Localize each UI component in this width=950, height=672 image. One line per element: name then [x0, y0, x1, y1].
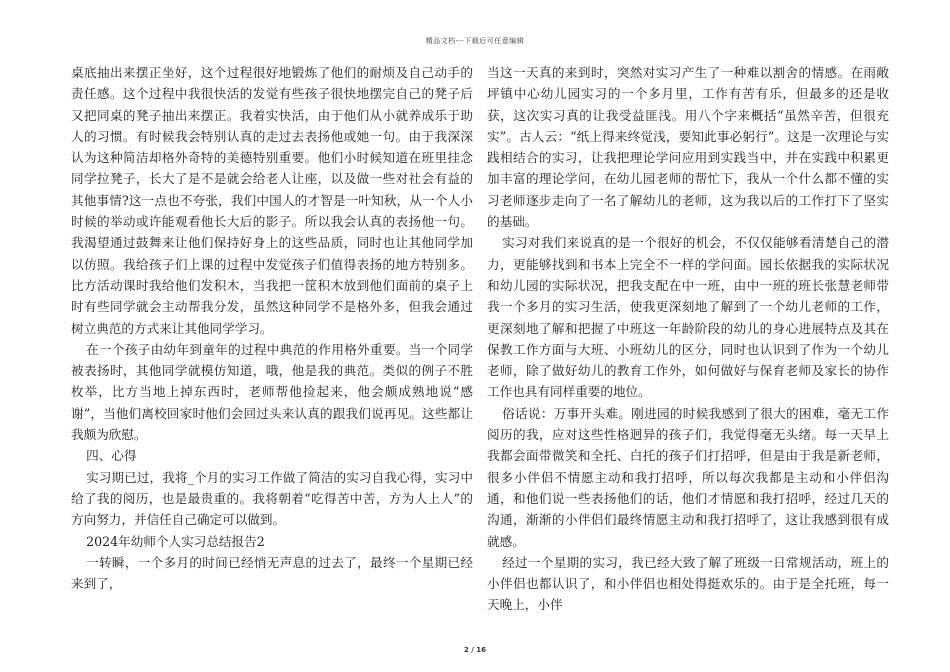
paragraph-continued: 当这一天真的来到时，突然对实习产生了一种难以割舍的情感。在雨敞坪镇中心幼儿园实习的一个多月里，工作有苦有乐，但最多的还是收获，这次实习真的让我受益匪浅。用八个字来概括“虽然辛苦，但很充实”。古人云：“纸上得来终觉浅，要知此事必躬行”。这是一次理论与实践相结合的实习，让我把理论学问应用到实践当中，并在实践中积累更加丰富的理论学问，在幼儿园老师的帮忙下，我从一个什么都不懂的实习老师逐步走向了一名了解幼儿的老师，这为我以后的工作打下了坚实的基础。 — [487, 65, 889, 230]
paragraph: 俗话说：万事开头难。刚进园的时候我感到了很大的困难，毫无工作阅历的我，应对这些性格迥异的孩子们，我觉得毫无头绪。每一天早上我都会面带微笑和全托、白托的孩子们打招呼，但是由于我是新老师，很多小伴侣不情愿主动和我打招呼，所以每次我都是主动和小伴侣沟通，和他们说一些表扬他们的话，他们才情愿和我打招呼，经过几天的沟通，渐渐的小伴侣们最终情愿主动和我打招呼了，这让我感到很有成就感。 — [487, 405, 889, 549]
paragraph: 在一个孩子由幼年到童年的过程中典范的作用格外重要。当一个同学被表扬时，其他同学就模仿知道，哦，他是我的典范。类似的例子不胜枚举，比方当地上掉东西时，老师帮他捡起来，他会颇成熟地说“感谢”，当他们离校回家时他们会回过头来认真的跟我们说再见。这些都让我颇为欣慰。 — [71, 341, 473, 443]
paragraph-continued: 桌底抽出来摆正坐好，这个过程很好地锻炼了他们的耐烦及自己动手的责任感。这个过程中我很快活的发觉有些孩子很快地摆完自己的凳子后又把同桌的凳子抽出来摆正。我着实快活，由于他们从小就养成乐于助人的习惯。有时候我会特别认真的走过去表扬他或她一句。由于我深深认为这种简洁却格外奇特的美德特别重要。他们小时候知道在班里挂念同学拉凳子，长大了是不是就会给老人让座，以及做一些对社会有益的其他事情?这一点也不夸张，我们中国人的才智是一叶知秋，从一个人小时候的举动或许能观看他长大后的影子。所以我会认真的表扬他一句。我渴望通过鼓舞来让他们保持好身上的这些品质，同时也让其他同学加以仿照。我给孩子们上课的过程中发觉孩子们值得表扬的地方特别多。比方活动课时我给他们发积木，当我把一筐积木放到他们面前的桌子上时有些同学就会主动帮我分发，虽然这种同学不是格外多，但我会通过树立典范的方式来让其他同学学习。 — [71, 65, 473, 336]
left-column — [71, 62, 473, 594]
right-column — [487, 62, 889, 616]
report-title: 2024年幼师个人实习总结报告2 — [86, 533, 265, 549]
page-number: 2 / 16 — [463, 646, 487, 654]
paragraph: 一转瞬，一个多月的时间已经悄无声息的过去了，最终一个星期已经来到了， — [71, 554, 473, 592]
paragraph: 经过一个星期的实习，我已经大致了解了班级一日常规活动，班上的小伴侣也都认识了，和小伴侣也相处得挺欢乐的。由于是全托班，每一天晚上，小伴 — [487, 554, 889, 613]
paragraph: 实习对我们来说真的是一个很好的机会，不仅仅能够看清楚自己的潜力，更能够找到和书本上完全不一样的学问面。园长依据我的实际状况和幼儿园的实际状况，把我支配在中一班，由中一班的班长张慧老师带我一个多月的实习生活，使我更深刻地了解到了一个幼儿老师的工作，更深刻地了解和把握了中班这一年龄阶段的幼儿的身心进展特点及其在保教工作方面与大班、小班幼儿的区分，同时也认识到了作为一个幼儿老师，除了做好幼儿的教育工作外，如何做好与保育老师及家长的协作工作也具有同样重要的地位。 — [487, 235, 889, 400]
paragraph: 实习期已过，我将_个月的实习工作做了简洁的实习自我心得，实习中给了我的阅历，也是最贵重的。我将朝着“吃得苦中苦，方为人上人”的方向努力，并信任自己确定可以做到。 — [71, 469, 473, 528]
section-heading: 四、心得 — [86, 448, 137, 464]
page-header: 精品文档---下载后可任意编辑 — [425, 37, 525, 45]
